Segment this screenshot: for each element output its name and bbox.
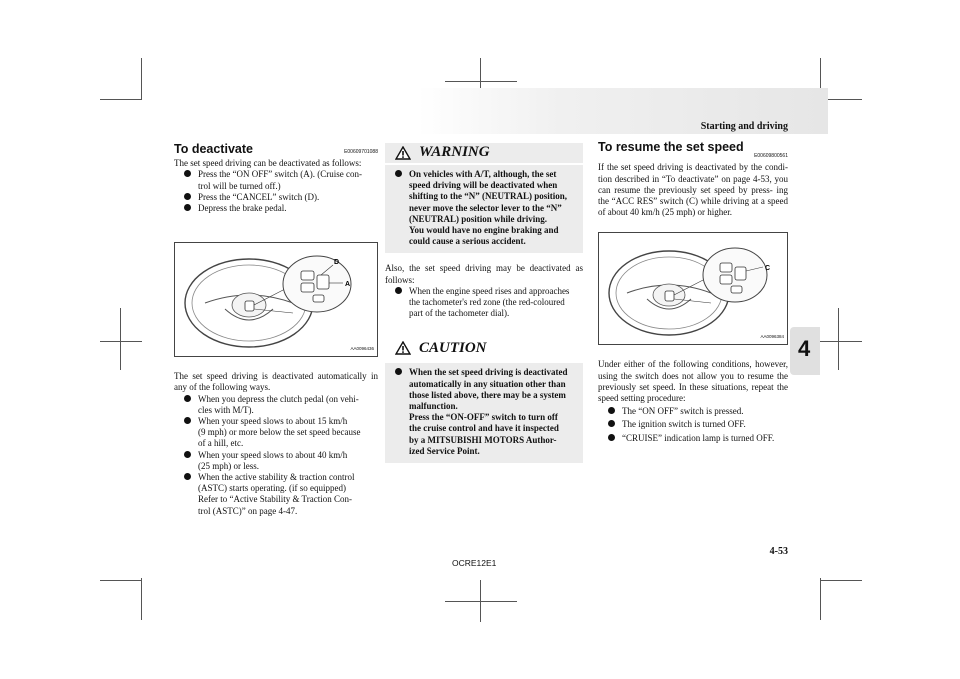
page-number: 4-53 <box>769 546 788 557</box>
crop-mark <box>141 58 142 100</box>
caution-header <box>385 335 583 363</box>
chapter-number: 4 <box>798 336 811 361</box>
section-code: E00609800561 <box>754 153 788 160</box>
list-item: When the engine speed rises and approaches the tachometer's red zone (the red-coloured part of the tachometer dial). <box>395 286 583 320</box>
bullet-list <box>395 367 575 457</box>
bullet-icon <box>184 193 191 200</box>
resume-section <box>598 142 788 444</box>
callout-label: A <box>345 281 351 289</box>
list-item: Press the “ON OFF” switch (A). (Cruise con- trol will be turned off.) <box>184 169 378 191</box>
bullet-icon <box>395 287 402 294</box>
list-item: The ignition switch is turned OFF. <box>608 419 788 430</box>
paragraph: If the set speed driving is deactivated by the condi- tion described in “To deactivate” on page 4-53, you can resume the previously set speed by press- ing the “ACC RES” switch (C) while driving at a speed of about 40 km/h (25 mph) or higher. <box>598 162 788 218</box>
section-code: E00609701088 <box>344 149 378 155</box>
list-item: When your speed slows to about 15 km/h (9 mph) or more below the set speed because of a hill, etc. <box>184 416 378 450</box>
bullet-icon <box>184 417 191 424</box>
callout-label: C <box>765 265 771 273</box>
list-item: Depress the brake pedal. <box>184 203 378 214</box>
bullet-icon <box>395 170 402 177</box>
list-item: When the active stability & traction control (ASTC) starts operating. (if so equipped) Refer to “Active Stability & Traction Con- trol (ASTC)” on page 4-47. <box>184 472 378 517</box>
figure-code: AA0096436 <box>350 346 374 352</box>
bullet-icon <box>184 170 191 177</box>
bullet-icon <box>608 434 615 441</box>
bullet-list <box>174 394 378 517</box>
bullet-icon <box>395 368 402 375</box>
crop-mark <box>820 341 862 342</box>
section-title: Starting and driving <box>700 121 788 132</box>
document-code: OCRE12E1 <box>452 558 497 568</box>
steering-wheel-figure <box>598 232 788 345</box>
steering-wheel-figure <box>174 242 378 357</box>
crop-mark <box>820 580 862 581</box>
bullet-list <box>395 169 575 247</box>
crop-mark <box>141 578 142 620</box>
crop-mark <box>100 341 142 342</box>
list-item: On vehicles with A/T, although, the set speed driving will be deactivated when shifting to the “N” (NEUTRAL) position, never move the selector lever to the “N” (NEUTRAL) position while driving. You would have no engine braking and could cause a serious accident. <box>395 169 575 247</box>
warning-body <box>385 165 583 253</box>
paragraph: Under either of the following conditions, however, using the switch does not allow you to resume the previously set speed. In these situations, repeat the speed setting procedure: <box>598 359 788 404</box>
caution-body <box>385 363 583 463</box>
list-item: Press the “CANCEL” switch (D). <box>184 192 378 203</box>
bullet-list <box>174 169 378 214</box>
warning-title: WARNING <box>419 144 490 161</box>
paragraph: Also, the set speed driving may be deactivated as follows: <box>385 263 583 285</box>
bullet-list <box>598 406 788 444</box>
caution-box <box>385 335 583 463</box>
bullet-icon <box>608 420 615 427</box>
middle-column <box>385 143 583 463</box>
chapter-tab <box>790 327 820 375</box>
list-item: When you depress the clutch pedal (on vehi- cles with M/T). <box>184 394 378 416</box>
deactivate-section <box>174 144 378 517</box>
caution-title: CAUTION <box>419 339 487 356</box>
crop-mark <box>445 81 517 82</box>
bullet-icon <box>184 395 191 402</box>
paragraph: The set speed driving can be deactivated as follows: <box>174 158 362 169</box>
paragraph: The set speed driving is deactivated automatically in any of the following ways. <box>174 371 378 393</box>
crop-mark <box>100 580 142 581</box>
warning-triangle-icon <box>395 146 411 160</box>
crop-mark <box>445 601 517 602</box>
bullet-icon <box>184 473 191 480</box>
heading-text: To deactivate <box>174 142 253 156</box>
warning-header <box>385 143 583 165</box>
bullet-list <box>385 286 583 320</box>
list-item: The “ON OFF” switch is pressed. <box>608 406 788 417</box>
bullet-icon <box>184 204 191 211</box>
crop-mark <box>100 99 142 100</box>
steering-wheel-illustration <box>599 233 787 344</box>
bullet-icon <box>608 407 615 414</box>
caution-triangle-icon <box>395 341 411 355</box>
list-item: When the set speed driving is deactivated automatically in any situation other than those listed above, there may be a system malfunction. Press the “ON-OFF” switch to turn off the cruise control and have it inspected by a MITSUBISHI MOTORS Author- ized Service Point. <box>395 367 575 457</box>
crop-mark <box>838 308 839 370</box>
warning-box <box>385 143 583 253</box>
crop-mark <box>120 308 121 370</box>
steering-wheel-illustration <box>175 243 377 356</box>
list-item: When your speed slows to about 40 km/h (25 mph) or less. <box>184 450 378 472</box>
list-item: “CRUISE” indication lamp is turned OFF. <box>608 433 788 444</box>
crop-mark <box>820 578 821 620</box>
section-heading <box>174 144 378 158</box>
heading-text: To resume the set speed <box>598 140 744 154</box>
callout-label: D <box>334 259 340 267</box>
figure-code: AA0096384 <box>760 334 784 340</box>
bullet-icon <box>184 451 191 458</box>
